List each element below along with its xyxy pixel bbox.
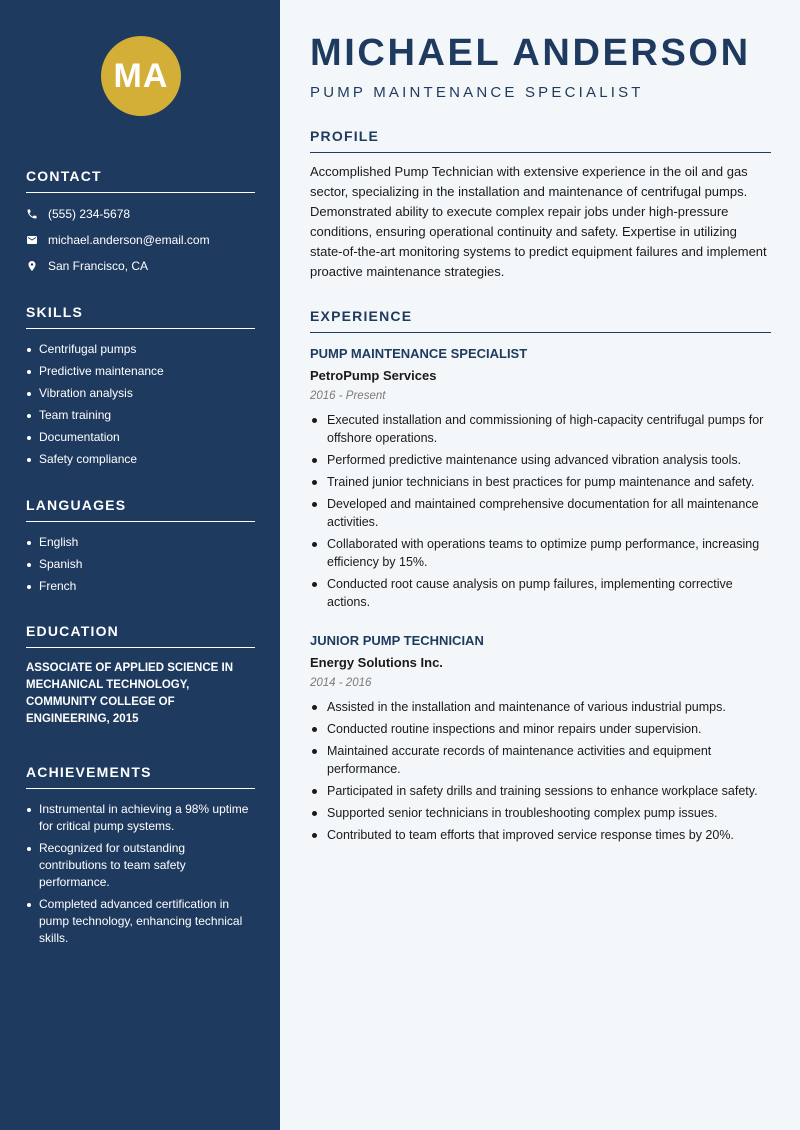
profile-heading: PROFILE [310,128,771,153]
job-bullet: Contributed to team efforts that improved service response times by 20%. [310,826,771,844]
language-item: Spanish [26,556,255,573]
job-entry [310,346,771,615]
education-heading: EDUCATION [26,623,255,648]
skill-item: Documentation [26,429,255,446]
contact-location [26,257,255,274]
skill-item: Centrifugal pumps [26,341,255,358]
education-entry: ASSOCIATE OF APPLIED SCIENCE IN MECHANICAL TECHNOLOGY, COMMUNITY COLLEGE OF ENGINEERING, 2015 [26,662,234,725]
job-dates: 2014 - 2016 [310,677,372,689]
job-bullet: Assisted in the installation and maintenance of various industrial pumps. [310,698,771,716]
achievements-section [26,764,255,952]
languages-list [26,534,255,595]
email-text: michael.anderson@email.com [48,232,210,247]
job-bullet: Performed predictive maintenance using advanced vibration analysis tools. [310,451,771,469]
skill-item: Predictive maintenance [26,363,255,380]
company-name: PetroPump Services [310,368,437,383]
job-bullet: Executed installation and commissioning of high-capacity centrifugal pumps for offshore operations. [310,411,771,447]
location-text: San Francisco, CA [48,258,149,273]
company-name: Energy Solutions Inc. [310,655,443,670]
language-item: English [26,534,255,551]
skill-item: Team training [26,407,255,424]
profile-section [310,128,771,282]
phone-icon [26,208,38,220]
job-bullets [310,698,771,844]
job-bullet: Conducted routine inspections and minor repairs under supervision. [310,720,771,738]
achievement-item: Recognized for outstanding contributions to team safety performance. [26,840,255,891]
achievements-heading: ACHIEVEMENTS [26,764,255,789]
experience-heading: EXPERIENCE [310,308,771,333]
contact-heading: CONTACT [26,168,255,193]
job-bullet: Developed and maintained comprehensive documentation for all maintenance activities. [310,495,771,531]
skills-heading: SKILLS [26,304,255,329]
job-bullet: Collaborated with operations teams to optimize pump performance, increasing efficiency by 15%. [310,535,771,571]
contact-section [26,168,255,283]
avatar: MA [101,36,181,116]
achievement-item: Completed advanced certification in pump technology, enhancing technical skills. [26,896,255,947]
sidebar [0,0,280,1130]
job-bullets [310,411,771,611]
achievement-item: Instrumental in achieving a 98% uptime for critical pump systems. [26,801,255,835]
skills-list [26,341,255,468]
achievements-list [26,801,255,947]
job-bullet: Maintained accurate records of maintenance activities and equipment performance. [310,742,771,778]
skill-item: Safety compliance [26,451,255,468]
job-dates: 2016 - Present [310,390,386,402]
job-bullet: Supported senior technicians in troubleshooting complex pump issues. [310,804,771,822]
languages-heading: LANGUAGES [26,497,255,522]
skills-section [26,304,255,473]
languages-section [26,497,255,600]
job-bullet: Conducted root cause analysis on pump failures, implementing corrective actions. [310,575,771,611]
candidate-title: PUMP MAINTENANCE SPECIALIST [310,84,644,101]
profile-text: Accomplished Pump Technician with extensive experience in the oil and gas sector, specializing in the installation and maintenance of centrifugal pumps. Demonstrated ability to execute complex repair jobs under high-pressure conditions, ensuring operational continuity and safety. Expertise in utilizing state-of-the-art monitoring systems to predict equipment failures and implement proactive maintenance strategies. [310,164,767,279]
location-pin-icon [26,260,38,272]
job-bullet: Participated in safety drills and training sessions to enhance workplace safety. [310,782,771,800]
email-icon [26,234,38,246]
education-section [26,623,255,728]
skill-item: Vibration analysis [26,385,255,402]
phone-text: (555) 234-5678 [48,206,131,221]
job-entry [310,633,771,848]
language-item: French [26,578,255,595]
job-title: JUNIOR PUMP TECHNICIAN [310,633,484,648]
contact-email [26,231,255,248]
job-title: PUMP MAINTENANCE SPECIALIST [310,346,528,361]
experience-section [310,308,771,333]
contact-phone [26,205,255,222]
job-bullet: Trained junior technicians in best practices for pump maintenance and safety. [310,473,771,491]
candidate-name: MICHAEL ANDERSON [310,32,751,74]
